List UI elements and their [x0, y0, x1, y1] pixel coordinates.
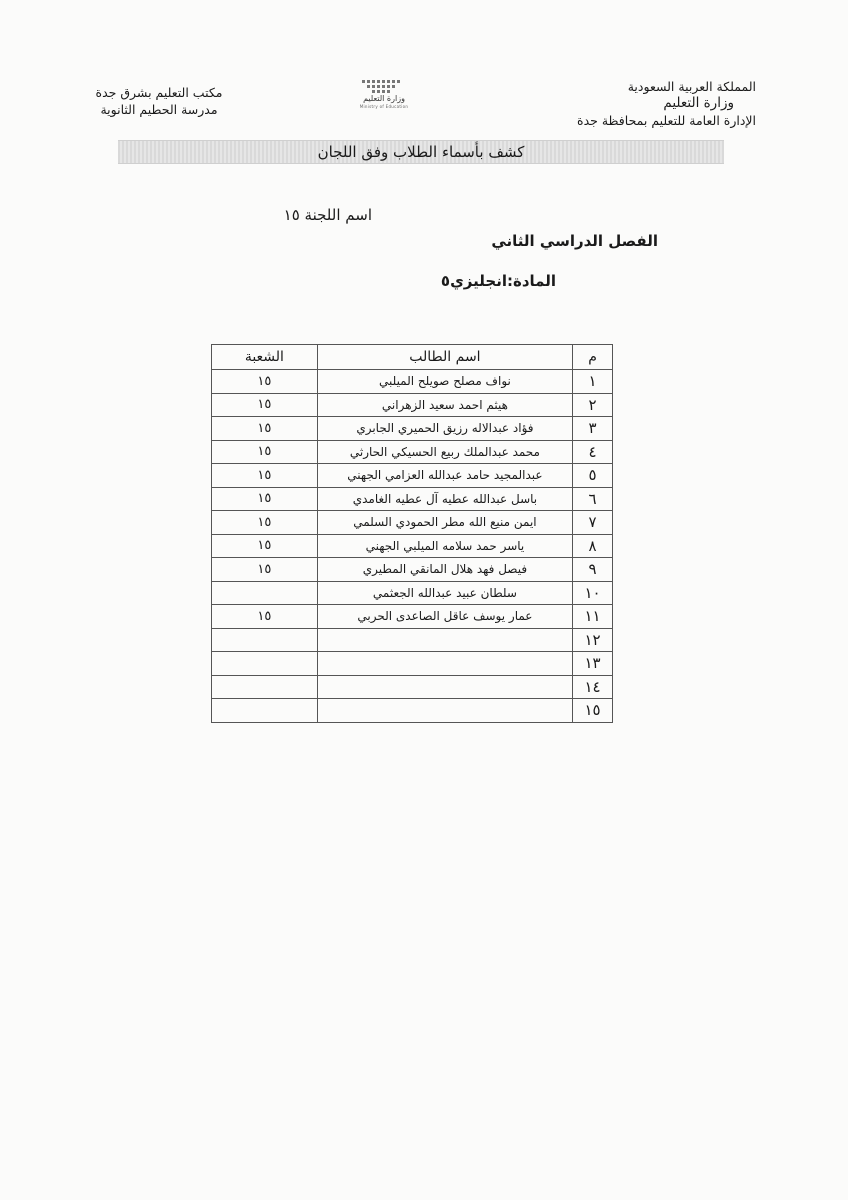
section-cell: ١٥	[212, 417, 318, 441]
header-line: مدرسة الحطيم الثانوية	[100, 102, 218, 117]
student-name: فيصل فهد هلال المانقي المطيري	[317, 558, 572, 582]
header-student-name: اسم الطالب	[317, 345, 572, 370]
student-name: عبدالمجيد حامد عبدالله العزامي الجهني	[317, 464, 572, 488]
row-number: ١٥	[573, 699, 613, 723]
student-name: باسل عبدالله عطيه آل عطيه الغامدي	[317, 487, 572, 511]
section-cell: ١٥	[212, 558, 318, 582]
row-number: ٣	[573, 417, 613, 441]
document-title: كشف بأسماء الطلاب وفق اللجان	[118, 140, 724, 164]
section-cell	[212, 675, 318, 699]
student-name: سلطان عبيد عبدالله الجعثمي	[317, 581, 572, 605]
student-name: هيثم احمد سعيد الزهراني	[317, 393, 572, 417]
school-header	[94, 84, 224, 118]
table-row	[212, 440, 613, 464]
section-cell: ١٥	[212, 511, 318, 535]
row-number: ١٤	[573, 675, 613, 699]
section-cell	[212, 652, 318, 676]
table-row	[212, 393, 613, 417]
student-name: ايمن منيع الله مطر الحمودي السلمي	[317, 511, 572, 535]
student-name: ياسر حمد سلامه الميلبي الجهني	[317, 534, 572, 558]
section-cell	[212, 699, 318, 723]
section-cell: ١٥	[212, 605, 318, 629]
table-row	[212, 534, 613, 558]
table-row	[212, 675, 613, 699]
header-line: الإدارة العامة للتعليم بمحافظة جدة	[577, 113, 756, 128]
table-row	[212, 558, 613, 582]
row-number: ١	[573, 370, 613, 394]
table-row	[212, 464, 613, 488]
table-row	[212, 487, 613, 511]
logo-text-english: Ministry of Education	[359, 104, 409, 109]
section-cell: ١٥	[212, 370, 318, 394]
table-row	[212, 511, 613, 535]
table-row	[212, 605, 613, 629]
table-row	[212, 699, 613, 723]
section-cell: ١٥	[212, 487, 318, 511]
semester-label: الفصل الدراسي الثاني	[491, 232, 658, 250]
row-number: ١٣	[573, 652, 613, 676]
row-number: ٦	[573, 487, 613, 511]
student-name: محمد عبدالملك ربيع الحسيكي الحارثي	[317, 440, 572, 464]
student-name: نواف مصلح صويلح الميلبي	[317, 370, 572, 394]
row-number: ٢	[573, 393, 613, 417]
row-number: ١٢	[573, 628, 613, 652]
table-row	[212, 581, 613, 605]
row-number: ٩	[573, 558, 613, 582]
row-number: ٥	[573, 464, 613, 488]
ministry-header	[536, 78, 756, 129]
row-number: ١١	[573, 605, 613, 629]
row-number: ٤	[573, 440, 613, 464]
student-name	[317, 675, 572, 699]
student-name	[317, 699, 572, 723]
section-cell	[212, 628, 318, 652]
section-cell: ١٥	[212, 393, 318, 417]
header-line: وزارة التعليم	[663, 95, 734, 111]
header-line: المملكة العربية السعودية	[627, 79, 756, 94]
committee-name: اسم اللجنة ١٥	[283, 206, 372, 224]
logo-text-arabic: وزارة التعليم	[363, 94, 405, 103]
logo-mark-icon	[356, 78, 412, 94]
section-cell: ١٥	[212, 464, 318, 488]
section-cell: ١٥	[212, 534, 318, 558]
row-number: ٨	[573, 534, 613, 558]
student-name	[317, 652, 572, 676]
table-row	[212, 370, 613, 394]
ministry-logo	[348, 78, 420, 118]
section-cell	[212, 581, 318, 605]
header-num: م	[573, 345, 613, 370]
student-name: فؤاد عبدالاله رزيق الحميري الجابري	[317, 417, 572, 441]
section-cell: ١٥	[212, 440, 318, 464]
table-row	[212, 652, 613, 676]
table-header-row	[212, 345, 613, 370]
row-number: ٧	[573, 511, 613, 535]
student-name: عمار يوسف عاقل الصاعدى الحربي	[317, 605, 572, 629]
student-name	[317, 628, 572, 652]
header-line: مكتب التعليم بشرق جدة	[95, 85, 223, 100]
header-section: الشعبة	[212, 345, 318, 370]
subject-label: المادة:انجليزي٥	[440, 272, 556, 290]
table-row	[212, 417, 613, 441]
row-number: ١٠	[573, 581, 613, 605]
students-table	[211, 344, 613, 723]
table-row	[212, 628, 613, 652]
